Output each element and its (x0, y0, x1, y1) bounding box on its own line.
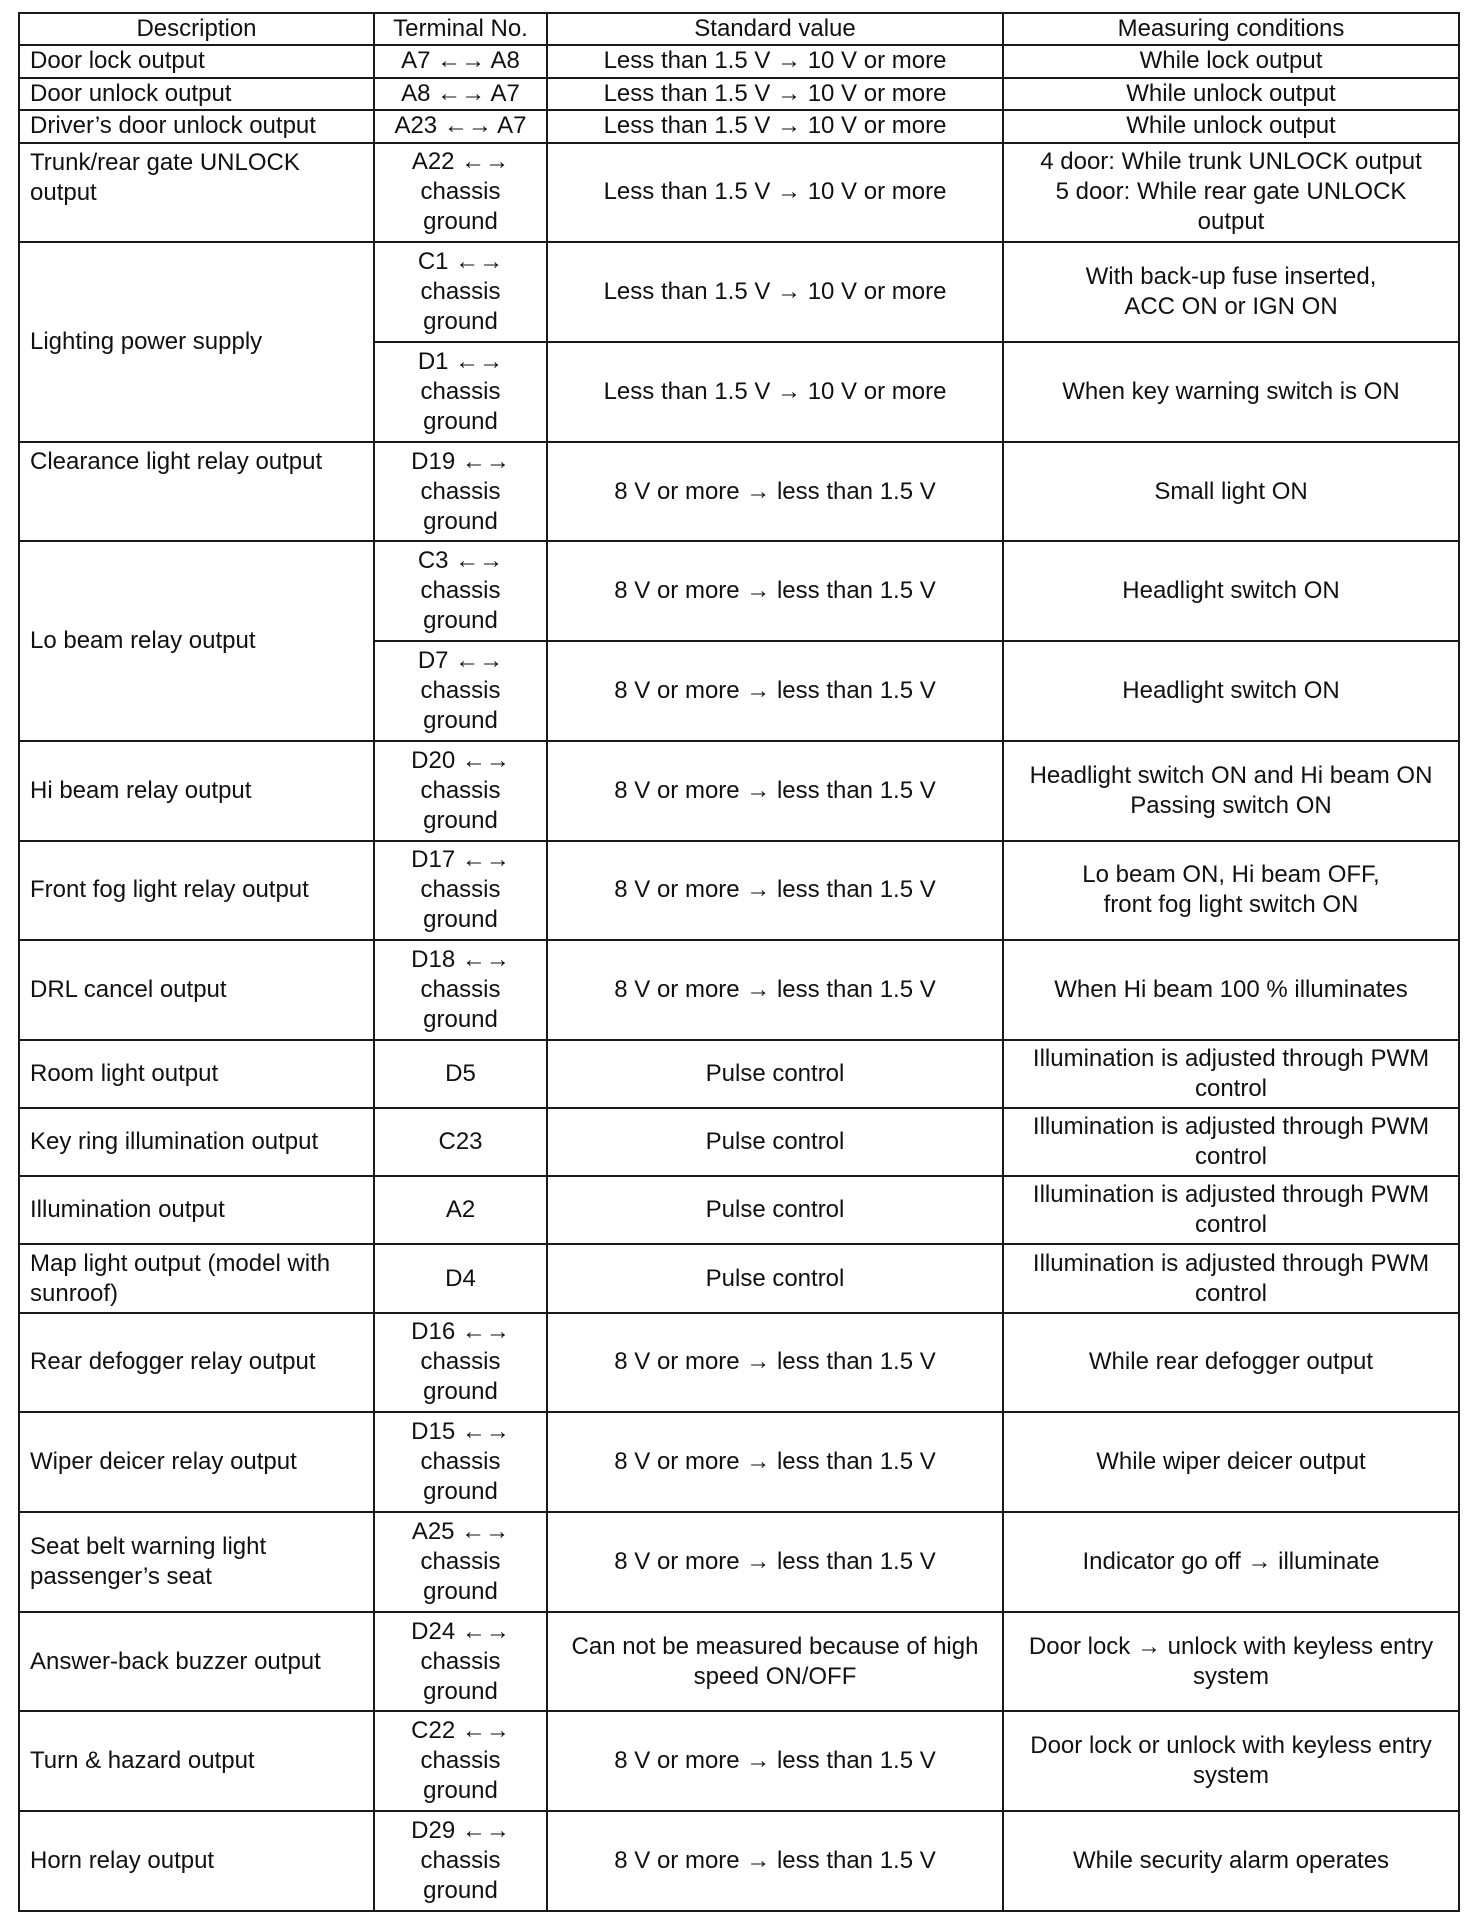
header-measuring-conditions: Measuring conditions (1003, 13, 1459, 45)
row-standard-value: Less than 1.5 V → 10 V or more (547, 143, 1003, 243)
row-condition: While rear defogger output (1003, 1313, 1459, 1413)
row-condition: Illumination is adjusted through PWM control (1003, 1176, 1459, 1244)
row-description: Driver’s door unlock output (19, 110, 374, 143)
row-standard-value: Less than 1.5 V → 10 V or more (547, 242, 1003, 342)
row-description: Key ring illumination output (19, 1108, 374, 1176)
row-condition: Door lock or unlock with keyless entry system (1003, 1711, 1459, 1811)
table-row (19, 1512, 1459, 1612)
table-row (19, 1108, 1459, 1176)
row-condition: When key warning switch is ON (1003, 342, 1459, 442)
row-condition: While security alarm operates (1003, 1811, 1459, 1911)
row-description: Map light output (model with sunroof) (19, 1244, 374, 1312)
row-condition: While wiper deicer output (1003, 1412, 1459, 1512)
row-condition: While unlock output (1003, 110, 1459, 143)
row-condition: Illumination is adjusted through PWM control (1003, 1108, 1459, 1176)
table-row (19, 841, 1459, 941)
row-description: Clearance light relay output (19, 442, 374, 542)
row-description: Horn relay output (19, 1811, 374, 1911)
row-standard-value: Pulse control (547, 1108, 1003, 1176)
row-condition: While lock output (1003, 45, 1459, 78)
row-standard-value: 8 V or more → less than 1.5 V (547, 1512, 1003, 1612)
row-standard-value: 8 V or more → less than 1.5 V (547, 1313, 1003, 1413)
table-row (19, 1711, 1459, 1811)
table-row (19, 1811, 1459, 1911)
row-terminal: D1 ←→ chassis ground (374, 342, 547, 442)
row-standard-value: 8 V or more → less than 1.5 V (547, 442, 1003, 542)
row-terminal: D16 ←→ chassis ground (374, 1313, 547, 1413)
header-description: Description (19, 13, 374, 45)
row-terminal: A25 ←→ chassis ground (374, 1512, 547, 1612)
row-description: Rear defogger relay output (19, 1313, 374, 1413)
row-description: Lighting power supply (19, 242, 374, 441)
header-standard-value: Standard value (547, 13, 1003, 45)
row-standard-value: 8 V or more → less than 1.5 V (547, 641, 1003, 741)
row-condition: Headlight switch ON and Hi beam ON Passing switch ON (1003, 741, 1459, 841)
table-row (19, 1176, 1459, 1244)
row-terminal: C1 ←→ chassis ground (374, 242, 547, 342)
row-terminal: D20 ←→ chassis ground (374, 741, 547, 841)
row-condition: When Hi beam 100 % illuminates (1003, 940, 1459, 1040)
row-standard-value: 8 V or more → less than 1.5 V (547, 741, 1003, 841)
table-row (19, 1313, 1459, 1413)
table-row (19, 1040, 1459, 1108)
row-terminal: D17 ←→ chassis ground (374, 841, 547, 941)
row-standard-value: Can not be measured because of high speed ON/OFF (547, 1612, 1003, 1712)
row-standard-value: Less than 1.5 V → 10 V or more (547, 110, 1003, 143)
terminal-spec-table (18, 12, 1460, 1912)
row-standard-value: 8 V or more → less than 1.5 V (547, 841, 1003, 941)
row-description: Seat belt warning light passenger’s seat (19, 1512, 374, 1612)
row-standard-value: Less than 1.5 V → 10 V or more (547, 342, 1003, 442)
row-standard-value: Less than 1.5 V → 10 V or more (547, 45, 1003, 78)
row-description: Hi beam relay output (19, 741, 374, 841)
row-terminal: A8 ←→ A7 (374, 78, 547, 111)
header-row (19, 13, 1459, 45)
row-terminal: A2 (374, 1176, 547, 1244)
table-row (19, 940, 1459, 1040)
table-row (19, 442, 1459, 542)
row-terminal: D7 ←→ chassis ground (374, 641, 547, 741)
row-description: Door lock output (19, 45, 374, 78)
row-condition: Headlight switch ON (1003, 541, 1459, 641)
row-condition: Headlight switch ON (1003, 641, 1459, 741)
row-standard-value: Pulse control (547, 1176, 1003, 1244)
row-terminal: D4 (374, 1244, 547, 1312)
row-terminal: A23 ←→ A7 (374, 110, 547, 143)
header-terminal-no: Terminal No. (374, 13, 547, 45)
row-description: Answer-back buzzer output (19, 1612, 374, 1712)
table-row (19, 541, 1459, 641)
row-description: Wiper deicer relay output (19, 1412, 374, 1512)
row-standard-value: 8 V or more → less than 1.5 V (547, 1711, 1003, 1811)
table-row (19, 741, 1459, 841)
row-standard-value: 8 V or more → less than 1.5 V (547, 1412, 1003, 1512)
row-condition: While unlock output (1003, 78, 1459, 111)
row-standard-value: 8 V or more → less than 1.5 V (547, 541, 1003, 641)
row-condition: Small light ON (1003, 442, 1459, 542)
row-condition: Door lock → unlock with keyless entry system (1003, 1612, 1459, 1712)
row-terminal: D5 (374, 1040, 547, 1108)
table-row (19, 1412, 1459, 1512)
row-condition: Illumination is adjusted through PWM control (1003, 1244, 1459, 1312)
row-terminal: C23 (374, 1108, 547, 1176)
table-row (19, 110, 1459, 143)
row-terminal: D29 ←→ chassis ground (374, 1811, 547, 1911)
table-row (19, 45, 1459, 78)
row-terminal: A22 ←→ chassis ground (374, 143, 547, 243)
table-row (19, 1612, 1459, 1712)
table-row (19, 242, 1459, 342)
row-standard-value: Pulse control (547, 1244, 1003, 1312)
row-description: Trunk/rear gate UNLOCK output (19, 143, 374, 243)
table-row (19, 143, 1459, 243)
table-row (19, 78, 1459, 111)
row-condition: With back-up fuse inserted, ACC ON or IGN ON (1003, 242, 1459, 342)
row-terminal: C22 ←→ chassis ground (374, 1711, 547, 1811)
row-standard-value: Less than 1.5 V → 10 V or more (547, 78, 1003, 111)
row-description: Illumination output (19, 1176, 374, 1244)
row-standard-value: 8 V or more → less than 1.5 V (547, 940, 1003, 1040)
row-condition: Lo beam ON, Hi beam OFF, front fog light switch ON (1003, 841, 1459, 941)
row-description: Room light output (19, 1040, 374, 1108)
table-row (19, 1244, 1459, 1312)
row-description: Door unlock output (19, 78, 374, 111)
row-terminal: D19 ←→ chassis ground (374, 442, 547, 542)
row-standard-value: 8 V or more → less than 1.5 V (547, 1811, 1003, 1911)
row-terminal: D24 ←→ chassis ground (374, 1612, 547, 1712)
row-terminal: D15 ←→ chassis ground (374, 1412, 547, 1512)
row-condition: 4 door: While trunk UNLOCK output 5 door: While rear gate UNLOCK output (1003, 143, 1459, 243)
row-terminal: A7 ←→ A8 (374, 45, 547, 78)
row-description: Front fog light relay output (19, 841, 374, 941)
row-condition: Illumination is adjusted through PWM control (1003, 1040, 1459, 1108)
row-description: DRL cancel output (19, 940, 374, 1040)
row-description: Lo beam relay output (19, 541, 374, 740)
row-standard-value: Pulse control (547, 1040, 1003, 1108)
row-terminal: D18 ←→ chassis ground (374, 940, 547, 1040)
row-terminal: C3 ←→ chassis ground (374, 541, 547, 641)
row-condition: Indicator go off → illuminate (1003, 1512, 1459, 1612)
row-description: Turn & hazard output (19, 1711, 374, 1811)
